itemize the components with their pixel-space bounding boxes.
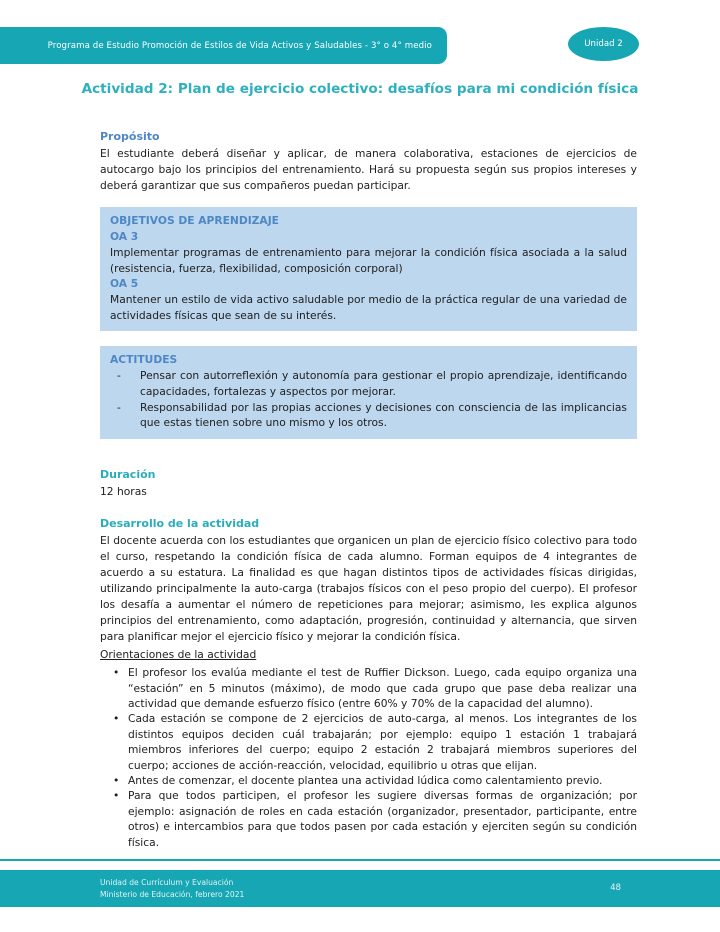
dash-marker: - [117, 400, 121, 414]
header-bar [0, 27, 447, 64]
duracion-section [100, 468, 637, 499]
content-column [100, 130, 637, 850]
list-item [100, 788, 637, 850]
oa5-code: OA 5 [110, 277, 139, 290]
bullet-marker: • [113, 666, 120, 680]
actitudes-item-text: Responsabilidad por las propias acciones y decisiones con consciencia de las implicancias que estas tienen sobre uno mismo y los otros. [140, 400, 627, 430]
footer-divider [0, 859, 720, 861]
list-item [100, 773, 637, 788]
orientaciones-heading: Orientaciones de la actividad [100, 648, 257, 662]
oa3-code: OA 3 [110, 230, 139, 243]
oa3-text: Implementar programas de entrenamiento para mejorar la condición física asociada a la salud (resistencia, fuerza, flexibilidad, composición corporal) [110, 246, 627, 275]
list-item-text: El profesor los evalúa mediante el test de Ruffier Dickson. Luego, cada equipo organiza una “estación” en 5 minutos (máximo), de modo que cada grupo que pase deba realizar una actividad que demande esfuerzo físico (entre 60% y 70% de la capacidad del alumno). [128, 666, 637, 710]
footer-org-line1: Unidad de Currículum y Evaluación [100, 878, 234, 887]
dash-marker: - [117, 369, 121, 382]
objetivos-heading: OBJETIVOS DE APRENDIZAJE [110, 214, 279, 227]
unit-badge-label: Unidad 2 [584, 39, 623, 49]
actitudes-item-text: Pensar con autorreflexión y autonomía para gestionar el propio aprendizaje, identificando capacidades, fortalezas y aspectos por mejorar. [140, 369, 627, 398]
list-item [100, 711, 637, 773]
actitudes-item [110, 368, 627, 400]
footer-org [100, 877, 244, 900]
oa5-text: Mantener un estilo de vida activo saludable por medio de la práctica regular de una variedad de actividades físicas que sean de su interés. [110, 293, 627, 322]
footer-org-line2: Ministerio de Educación, febrero 2021 [100, 889, 245, 899]
orientaciones-list [100, 665, 637, 850]
desarrollo-body: El docente acuerda con los estudiantes que organicen un plan de ejercicio físico colectivo para todo el curso, respetando la condición física de cada alumno. Forman equipos de 4 integrantes de acuerdo a su estatura. La finalidad es que hagan distintos tipos de actividades físicas dirigidas, utilizando principalmente la auto-carga (trabajos físicos con el peso propio del cuerpo). El profesor los desafía a aumentar el número de repeticiones para mejorar; asimismo, les explica algunos principios del entrenamiento, como adaptación, progresión, continuidad y alternancia, que sirven para planificar mejor el ejercicio físico y mejorar la condición física. [100, 534, 637, 644]
proposito-body: El estudiante deberá diseñar y aplicar, de manera colaborativa, estaciones de ejercicios de autocargo bajo los principios del entrenamiento. Hará su propuesta según sus propios intereses y deberá garantizar que sus compañeros puedan participar. [100, 147, 637, 192]
footer-bar [0, 870, 720, 907]
duracion-heading: Duración [100, 468, 156, 482]
proposito-heading: Propósito [100, 130, 160, 143]
bullet-marker: • [113, 789, 120, 803]
actitudes-item [110, 400, 627, 432]
unit-badge [568, 27, 639, 61]
bullet-marker: • [113, 774, 120, 788]
list-item-text: Cada estación se compone de 2 ejercicios de auto-carga, al menos. Los integrantes de los distintos equipos deciden cuál trabajarán; por ejemplo: equipo 1 estación 1 trabajará miembros inferiores del cuerpo; equipo 2 estación 2 trabajará miembros superiores del cuerpo; acciones de acción-reacción, velocidad, equilibrio u otras que elijan. [128, 712, 637, 772]
objetivos-box [100, 207, 637, 331]
list-item-text: Antes de comenzar, el docente plantea una actividad lúdica como calentamiento previo. [128, 774, 603, 788]
list-item [100, 665, 637, 711]
program-label: Programa de Estudio Promoción de Estilos de Vida Activos y Saludables - 3° o 4° medio [47, 40, 432, 51]
actitudes-box [100, 346, 637, 439]
bullet-marker: • [113, 712, 120, 726]
actitudes-heading: ACTITUDES [110, 353, 178, 366]
list-item-text: Para que todos participen, el profesor les sugiere diversas formas de organización; por ejemplo: asignación de roles en cada estación (organizador, presentador, participante, entre otros) e intercambios para que todos pasen por cada estación y ejerciten según su condición física. [128, 789, 637, 849]
duracion-value: 12 horas [100, 485, 147, 499]
page-number: 48 [610, 882, 621, 893]
page-title: Actividad 2: Plan de ejercicio colectivo: desafíos para mi condición física [81, 81, 639, 97]
desarrollo-heading: Desarrollo de la actividad [100, 517, 260, 531]
